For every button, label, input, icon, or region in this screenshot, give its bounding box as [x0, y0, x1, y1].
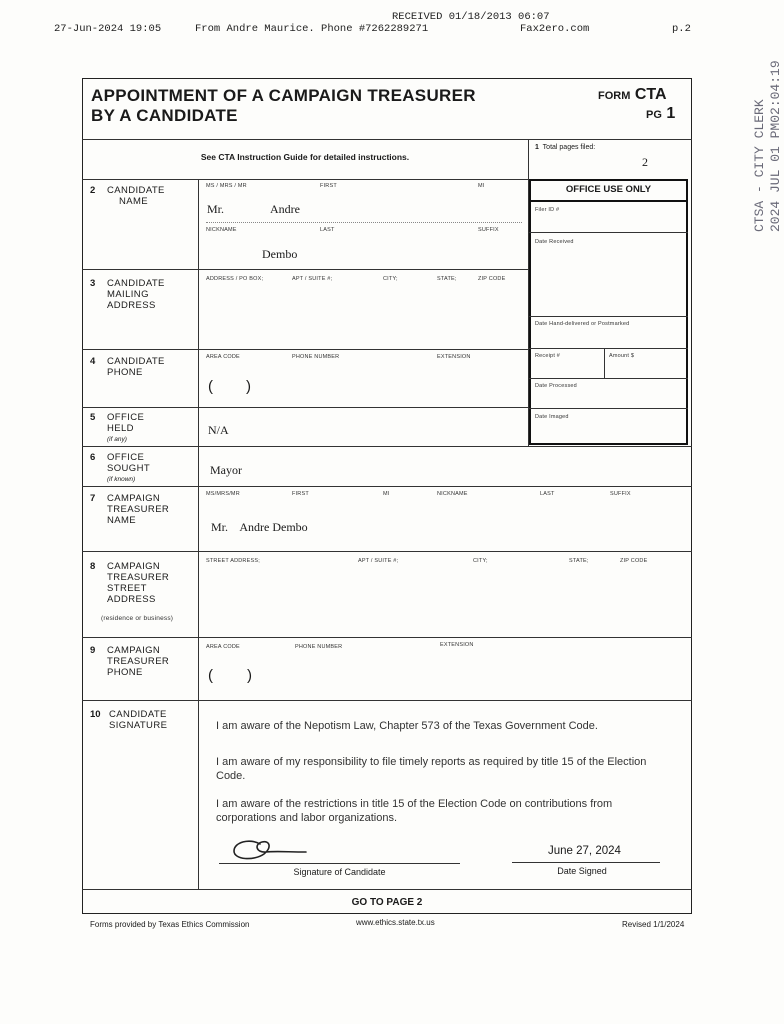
sec9-label-3: PHONE [107, 667, 143, 678]
sec2-field-last: LAST [320, 227, 335, 233]
stamp-line2: 2024 JUL 01 PM02:04:19 [768, 60, 783, 232]
treasurer-name-value[interactable]: Mr. Andre Dembo [211, 520, 308, 534]
sec4-label-1: CANDIDATE [107, 356, 165, 367]
title-line2: BY A CANDIDATE [91, 106, 238, 125]
footer-url[interactable]: www.ethics.state.tx.us [356, 918, 435, 927]
sec2-field-title: MS / MRS / MR [206, 183, 247, 189]
sec6-label-2: SOUGHT [107, 463, 151, 474]
office-rule-6 [529, 408, 688, 409]
rule-sec9 [82, 700, 692, 701]
sec3-label-1: CANDIDATE [107, 278, 165, 289]
sec10-label-1: CANDIDATE [109, 709, 167, 720]
sec2-field-suffix: SUFFIX [478, 227, 499, 233]
sec7-field-last: LAST [540, 491, 555, 497]
office-rule-3 [529, 316, 688, 317]
sec2-num: 2 [90, 185, 96, 196]
sec4-label-2: PHONE [107, 367, 143, 378]
fax-service: Fax2ero.com [520, 23, 590, 35]
office-rule-2 [529, 232, 688, 233]
form-title [91, 86, 476, 126]
sec3-field-zip: ZIP CODE [478, 276, 506, 282]
office-rule-receipt [604, 348, 605, 378]
sec7-label-2: TREASURER [107, 504, 170, 515]
office-rule-1 [529, 200, 688, 202]
sec8-note: (residence or business) [101, 615, 174, 622]
sec8-field-state: STATE; [569, 558, 589, 564]
sec9-area-close-paren: ) [247, 667, 252, 684]
candidate-title[interactable]: Mr. [207, 202, 225, 216]
sec7-label-1: CAMPAIGN [107, 493, 161, 504]
rule-sec8 [82, 637, 692, 638]
stamp-line1: CTSA - CITY CLERK [752, 99, 767, 232]
statement-nepotism: I am aware of the Nepotism Law, Chapter 573 of the Texas Government Code. [216, 720, 598, 732]
sec3-field-apt: APT / SUITE #; [292, 276, 333, 282]
form-code-value: CTA [634, 86, 667, 103]
sec3-field-state: STATE; [437, 276, 457, 282]
sec10-num: 10 [90, 709, 101, 720]
rule-title [82, 139, 692, 140]
signature-caption: Signature of Candidate [293, 867, 386, 877]
sec2-field-mi: MI [478, 183, 485, 189]
date-line [512, 862, 660, 863]
sec3-label-2: MAILING [107, 289, 149, 300]
sec10-label-2: SIGNATURE [109, 720, 168, 731]
rule-sec6 [82, 486, 692, 487]
rule-sec2 [82, 269, 529, 270]
sec7-field-title: MS/MRS/MR [206, 491, 240, 497]
sec4-label [107, 356, 165, 378]
sec7-field-suffix: SUFFIX [610, 491, 631, 497]
title-line1: APPOINTMENT OF A CAMPAIGN TREASURER [91, 86, 476, 105]
footer-revised: Revised 1/1/2024 [622, 920, 685, 929]
go-to-page-2: GO TO PAGE 2 [351, 897, 423, 908]
clerk-stamp [752, 60, 784, 232]
sec8-label-3: STREET [107, 583, 147, 594]
sec8-label-1: CAMPAIGN [107, 561, 161, 572]
sec9-label-1: CAMPAIGN [107, 645, 161, 656]
office-use-box [529, 179, 688, 445]
total-pages-label [535, 144, 595, 151]
rule-sec10 [82, 889, 692, 890]
candidate-last-name[interactable]: Dembo [262, 247, 298, 261]
office-use-title: OFFICE USE ONLY [565, 184, 652, 195]
sec4-num: 4 [90, 356, 96, 367]
sec5-label-2: HELD [107, 423, 134, 434]
rule-sec5 [82, 446, 692, 447]
sec8-field-city: CITY; [473, 558, 488, 564]
sec9-field-ext: EXTENSION [440, 642, 474, 648]
total-pages-num: 1 [535, 144, 539, 151]
fax-received: RECEIVED 01/18/2013 06:07 [392, 11, 550, 23]
sec5-note: (if any) [107, 436, 127, 443]
sec8-num: 8 [90, 561, 96, 572]
sec10-label [109, 709, 167, 731]
sec7-field-mi: MI [383, 491, 390, 497]
candidate-first-name[interactable]: Andre [270, 202, 300, 216]
sec9-label [107, 645, 169, 678]
office-receipt: Receipt # [535, 353, 561, 359]
sec8-label-4: ADDRESS [107, 594, 156, 605]
sec7-field-nickname: NICKNAME [437, 491, 468, 497]
sec4-area-close-paren: ) [246, 378, 251, 395]
sec2-label-2: NAME [119, 196, 149, 207]
sec6-note: (if known) [107, 476, 136, 483]
sec7-label-3: NAME [107, 515, 137, 526]
office-date-imaged: Date Imaged [535, 414, 569, 420]
sec3-label [107, 278, 165, 311]
date-caption: Date Signed [557, 866, 607, 876]
sec8-field-street: STREET ADDRESS; [206, 558, 260, 564]
total-pages-value: 2 [642, 155, 648, 169]
sec7-field-first: FIRST [292, 491, 309, 497]
pg-number: 1 [666, 105, 676, 122]
office-rule-4 [529, 348, 688, 349]
sec9-num: 9 [90, 645, 96, 656]
rule-sec3 [82, 349, 529, 350]
sec6-num: 6 [90, 452, 96, 463]
rule-sec4 [82, 407, 529, 408]
sec2-label-1: CANDIDATE [107, 185, 165, 196]
rule-instructions [82, 179, 529, 180]
fax-datetime: 27-Jun-2024 19:05 [54, 23, 162, 35]
date-signed-value[interactable]: June 27, 2024 [548, 845, 621, 857]
pg-label: PG [646, 109, 662, 121]
sec9-field-area: AREA CODE [206, 644, 240, 650]
sec2-field-nickname: NICKNAME [206, 227, 237, 233]
office-date-received: Date Received [535, 239, 574, 245]
sec2-dotted-rule [206, 222, 522, 223]
statement-contributions: I am aware of the restrictions in title 15 of the Election Code on contributions from corporations and labor organizations. [216, 798, 613, 824]
fax-page: p.2 [672, 23, 691, 35]
sec8-field-apt: APT / SUITE #; [358, 558, 399, 564]
sec2-field-first: FIRST [320, 183, 337, 189]
office-held-value[interactable]: N/A [208, 423, 229, 437]
rule-label-col [198, 179, 199, 889]
sec8-label [107, 561, 169, 605]
office-filer-id: Filer ID # [535, 207, 560, 213]
fax-from: From Andre Maurice. Phone #7262289271 [195, 23, 429, 35]
form-code [598, 86, 667, 104]
form-label: FORM [598, 90, 631, 102]
sec5-label-1: OFFICE [107, 412, 145, 423]
office-date-processed: Date Processed [535, 383, 577, 389]
total-pages-text: Total pages filed: [542, 144, 596, 151]
statement-timely-reports: I am aware of my responsibility to file timely reports as required by title 15 of the Election Code. [216, 756, 647, 782]
sec3-num: 3 [90, 278, 96, 289]
footer-left: Forms provided by Texas Ethics Commission [90, 920, 250, 929]
office-sought-value[interactable]: Mayor [210, 463, 242, 477]
signature-line [219, 863, 460, 864]
office-amount: Amount $ [609, 353, 635, 359]
page-indicator [646, 105, 675, 123]
office-date-hand: Date Hand-delivered or Postmarked [535, 321, 630, 327]
sec9-area-open-paren: ( [208, 667, 213, 684]
sec2-label [107, 185, 165, 207]
instructions-note: See CTA Instruction Guide for detailed instructions. [200, 152, 410, 162]
sec3-field-address: ADDRESS / PO BOX; [206, 276, 264, 282]
sec9-field-phone: PHONE NUMBER [295, 644, 343, 650]
sec6-label-1: OFFICE [107, 452, 145, 463]
office-rule-5 [529, 378, 688, 379]
sec3-label-3: ADDRESS [107, 300, 156, 311]
sec4-area-open-paren: ( [208, 378, 213, 395]
sec7-label [107, 493, 169, 526]
sec8-label-2: TREASURER [107, 572, 170, 583]
sec5-num: 5 [90, 412, 96, 423]
sec3-field-city: CITY; [383, 276, 398, 282]
sec7-num: 7 [90, 493, 96, 504]
sec9-label-2: TREASURER [107, 656, 170, 667]
sec8-field-zip: ZIP CODE [620, 558, 648, 564]
sec4-field-ext: EXTENSION [437, 354, 471, 360]
sec6-label [107, 452, 150, 485]
sec4-field-area: AREA CODE [206, 354, 240, 360]
rule-sec7 [82, 551, 692, 552]
sec5-label [107, 412, 144, 445]
sec4-field-phone: PHONE NUMBER [292, 354, 340, 360]
